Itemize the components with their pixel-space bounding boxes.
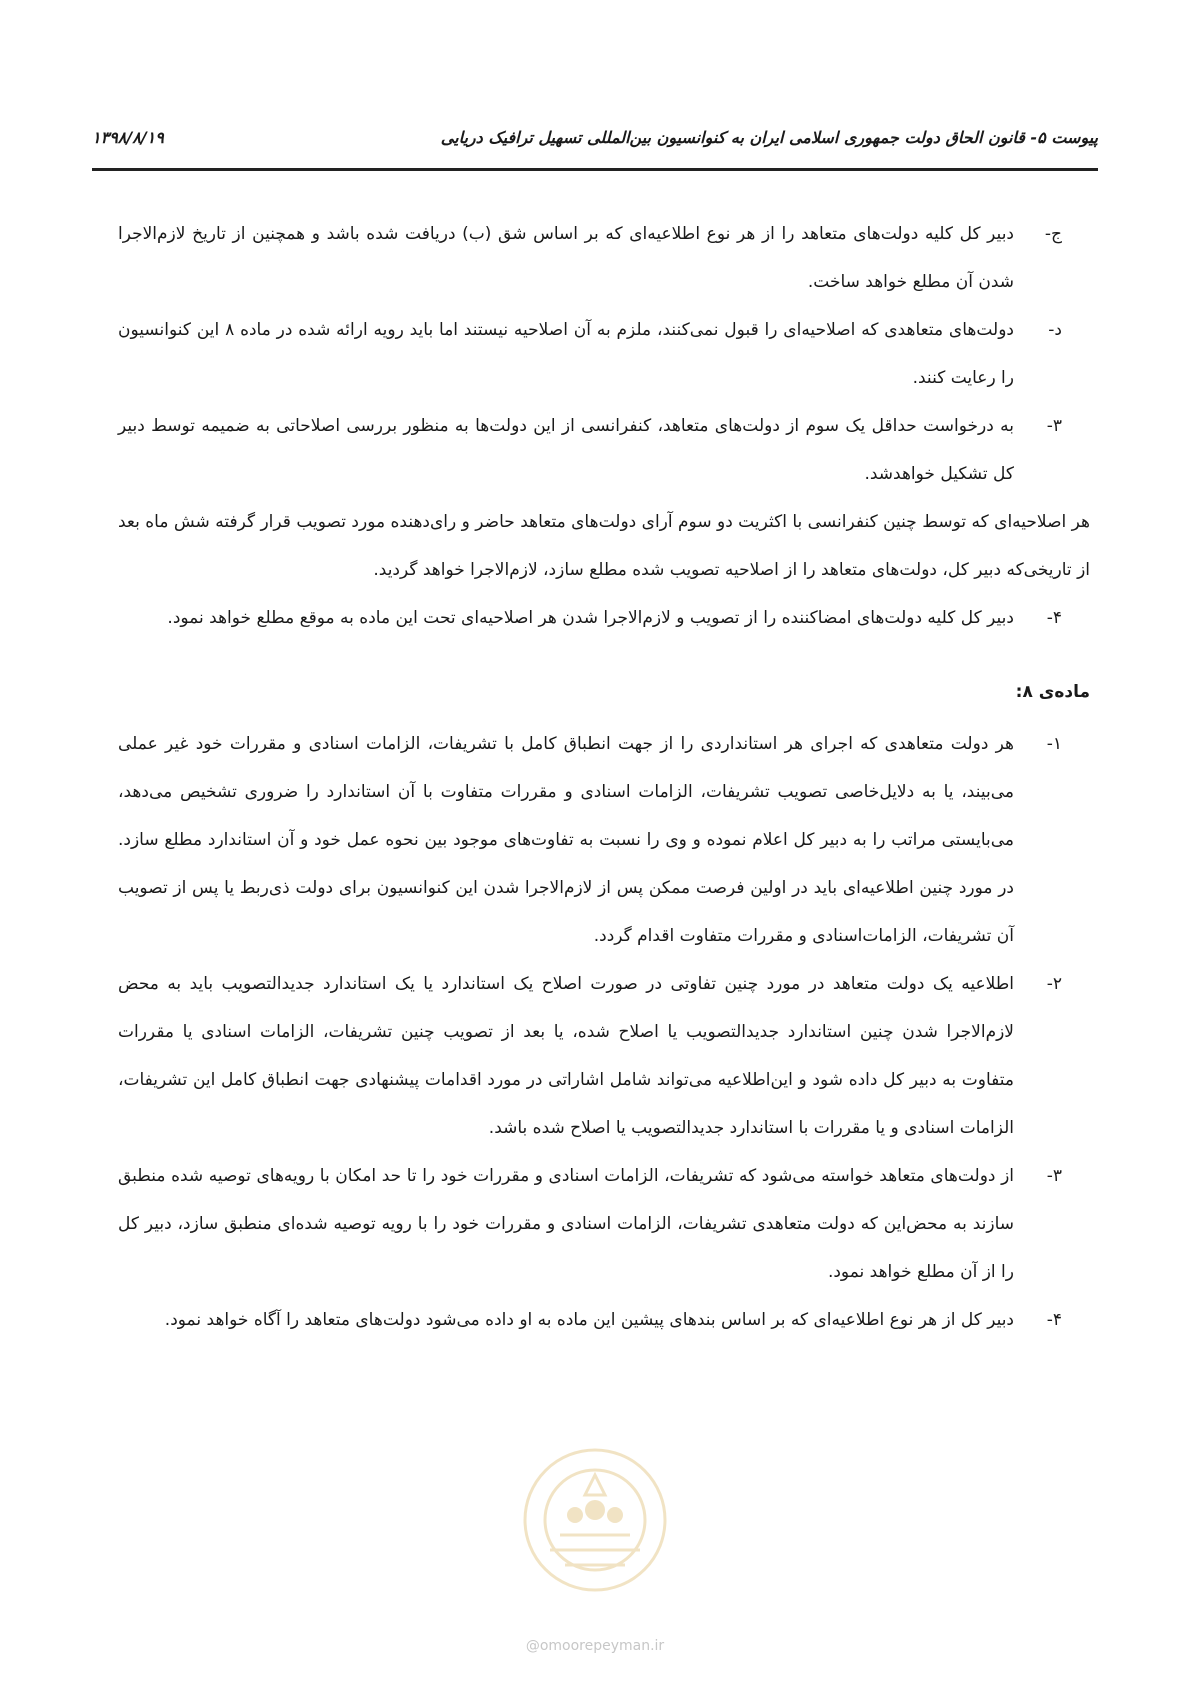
list-item <box>118 1152 1062 1296</box>
page-header <box>92 128 1098 171</box>
list-item <box>118 402 1062 498</box>
item-text: از دولت‌های متعاهد خواسته می‌شود که تشریفات، الزامات اسنادی و مقررات خود را تا حد امکان با رویه‌های توصیه شده منطبق سازند به محض‌این که دولت متعاهدی تشریفات، الزامات اسنادی و مقررات خود را با رویه توصیه شده‌ای منطبق سازد، دبیر کل را از آن مطلع خواهد نمود. <box>118 1166 1014 1282</box>
item-number: ۳- <box>1046 416 1062 436</box>
seal-watermark-icon <box>505 1430 685 1600</box>
list-item <box>118 594 1062 642</box>
item-number: ۲- <box>1046 974 1062 994</box>
header-date: ۱۳۹۸/۸/۱۹ <box>92 128 164 147</box>
body-paragraph: هر اصلاحیه‌ای که توسط چنین کنفرانسی با اکثریت دو سوم آرای دولت‌های متعاهد حاضر و رای‌دهنده مورد تصویب قرار گرفته شش ماه بعد از تاریخی‌که دبیر کل، دولت‌های متعاهد را از اصلاحیه تصویب شده مطلع سازد، لازم‌الاجرا خواهد گردید. <box>118 512 1090 580</box>
item-number: ۴- <box>1046 1310 1062 1330</box>
footer-website: @omoorepeyman.ir <box>525 1638 665 1654</box>
list-item <box>118 720 1062 960</box>
item-text: هر دولت متعاهدی که اجرای هر استانداردی را از جهت انطباق کامل با تشریفات، الزامات اسنادی و مقررات خود غیر عملی می‌بیند، یا به دلایل‌خاصی تصویب تشریفات، الزامات اسنادی و مقررات متفاوت با آن استاندارد را ضروری تشخیص می‌دهد، می‌بایستی مراتب را به دبیر کل اعلام نموده و وی را نسبت به تفاوت‌های موجود بین نحوه عمل خود و آن استاندارد مطلع سازد. در مورد چنین اطلاعیه‌ای باید در اولین فرصت ممکن پس از لازم‌الاجرا شدن این کنوانسیون برای دولت ذی‌ربط یا پس از تصویب آن تشریفات، الزامات‌اسنادی و مقررات متفاوت اقدام گردد. <box>118 734 1014 946</box>
list-item <box>118 306 1062 402</box>
item-number: ج- <box>1044 224 1062 244</box>
list-item <box>118 1296 1062 1344</box>
item-text: دولت‌های متعاهدی که اصلاحیه‌ای را قبول نمی‌کنند، ملزم به آن اصلاحیه نیستند اما باید رویه ارائه شده در ماده ۸ این کنوانسیون را رعایت کنند. <box>118 320 1014 388</box>
item-text: دبیر کل کلیه دولت‌های امضاکننده را از تصویب و لازم‌الاجرا شدن هر اصلاحیه‌ای تحت این ماده به موقع مطلع خواهد نمود. <box>167 608 1014 628</box>
list-item <box>118 960 1062 1152</box>
item-text: به درخواست حداقل یک سوم از دولت‌های متعاهد، کنفرانسی از این دولت‌ها به منظور بررسی اصلاحاتی به ضمیمه توسط دبیر کل تشکیل خواهدشد. <box>118 416 1014 484</box>
item-text: دبیر کل کلیه دولت‌های متعاهد را از هر نوع اطلاعیه‌ای که بر اساس شق (ب) دریافت شده باشد و همچنین از تاریخ لازم‌الاجرا شدن آن مطلع خواهد ساخت. <box>118 224 1014 292</box>
list-item <box>118 210 1062 306</box>
item-number: ۱- <box>1046 734 1062 754</box>
item-number: د- <box>1048 320 1062 340</box>
article-title: ماده‌ی ۸: <box>1015 682 1090 702</box>
document-body <box>118 210 1090 1344</box>
item-number: ۳- <box>1046 1166 1062 1186</box>
item-text: دبیر کل از هر نوع اطلاعیه‌ای که بر اساس بندهای پیشین این ماده به او داده می‌شود دولت‌های متعاهد را آگاه خواهد نمود. <box>164 1310 1014 1330</box>
item-text: اطلاعیه یک دولت متعاهد در مورد چنین تفاوتی در صورت اصلاح یک استاندارد یا یک استاندارد جدیدالتصویب باید به محض لازم‌الاجرا شدن چنین استاندارد جدیدالتصویب یا اصلاح شده، یا بعد از تصویب چنین تشریفات، الزامات اسنادی یا مقررات متفاوت به دبیر کل داده شود و این‌اطلاعیه می‌تواند شامل اشاراتی در مورد اقدامات پیشنهادی جهت انطباق کامل این تشریفات، الزامات اسنادی و یا مقررات با استاندارد جدیدالتصویب یا اصلاح شده باشد. <box>118 974 1014 1138</box>
header-title: پیوست ۵- قانون الحاق دولت جمهوری اسلامی ایران به کنوانسیون بین‌المللی تسهیل ترافیک دریایی <box>440 128 1098 147</box>
item-number: ۴- <box>1046 608 1062 628</box>
